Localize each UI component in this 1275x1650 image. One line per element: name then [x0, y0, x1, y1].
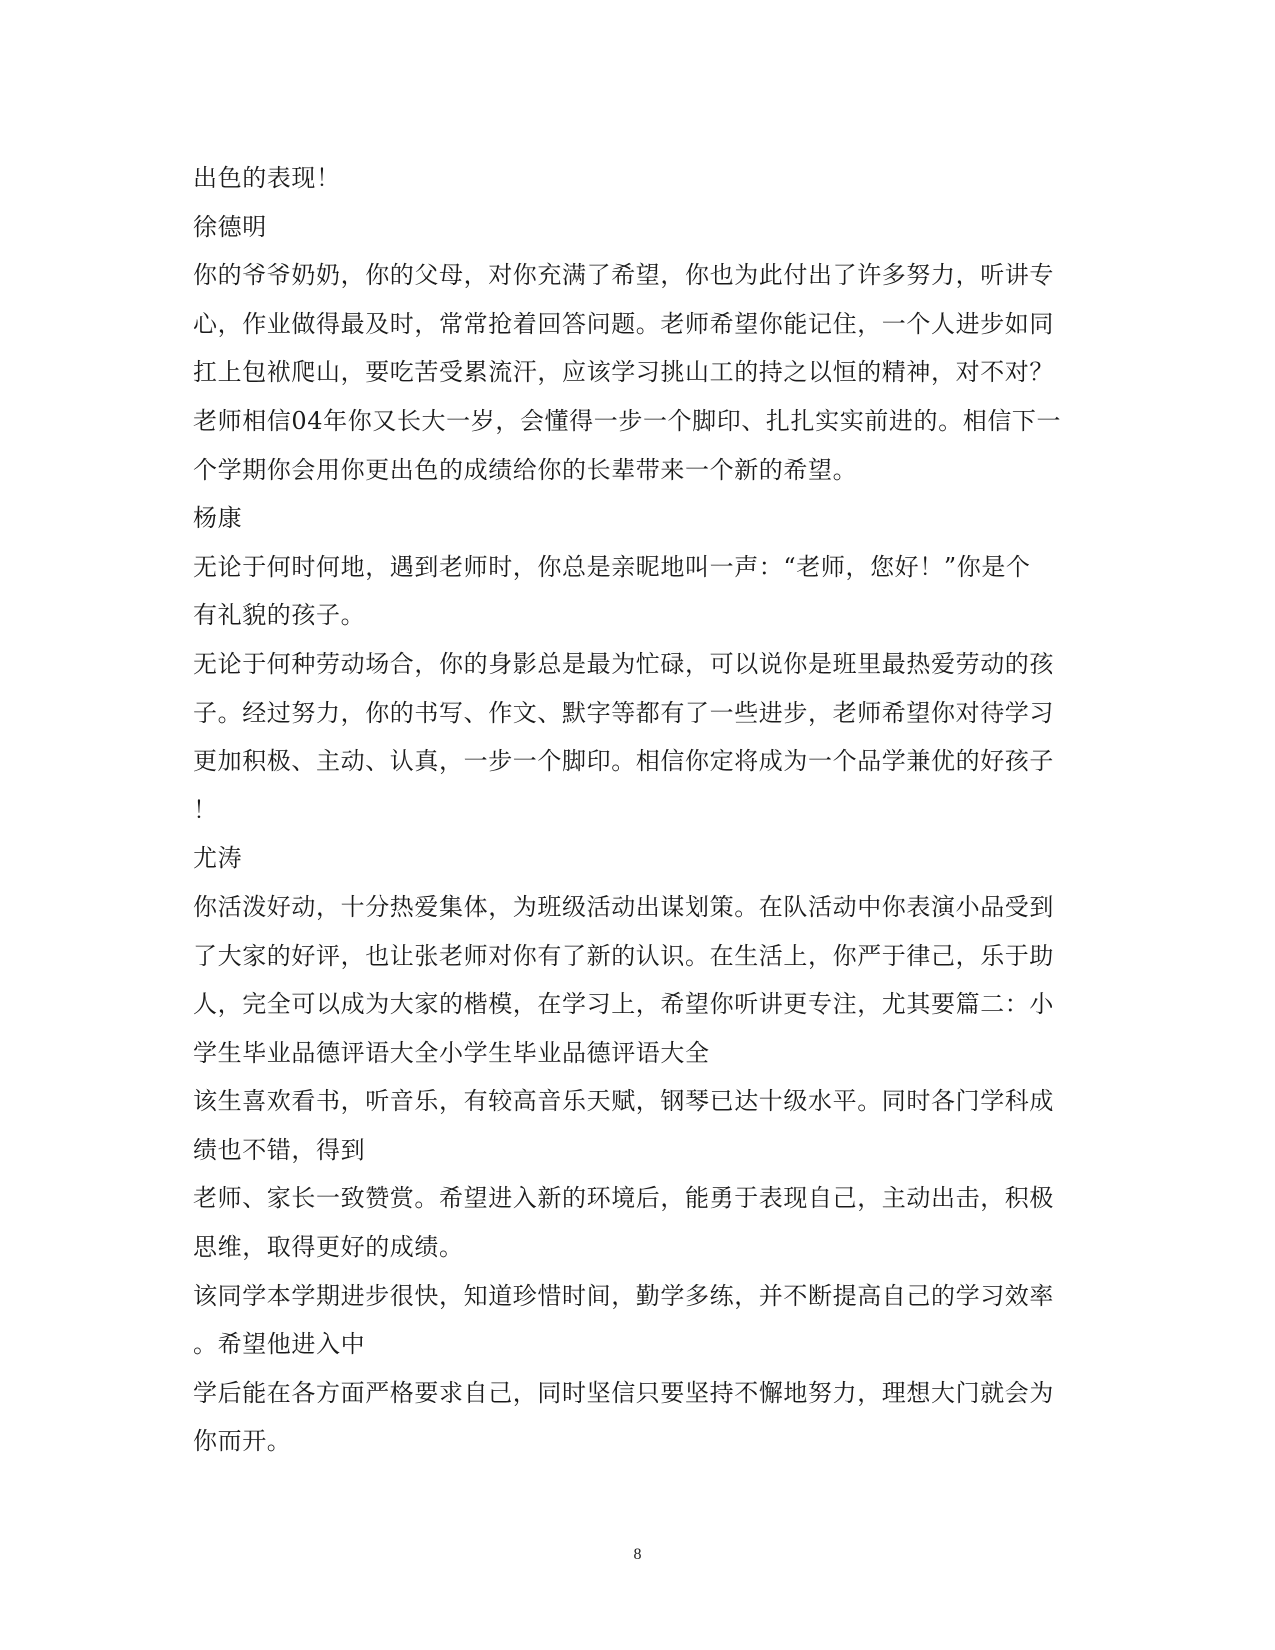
text-line: 绩也不错，得到 [193, 1135, 366, 1164]
text-line: 你活泼好动，十分热爱集体，为班级活动出谋划策。在队活动中你表演小品受到 [193, 892, 1054, 921]
text-line: 心，作业做得最及时，常常抢着回答问题。老师希望你能记住，一个人进步如同 [193, 309, 1054, 338]
text-line: 人，完全可以成为大家的楷模，在学习上，希望你听讲更专注，尤其要篇二：小 [193, 990, 1054, 1019]
text-line: 更加积极、主动、认真，一步一个脚印。相信你定将成为一个品学兼优的好孩子 [193, 747, 1054, 776]
text-line: 无论于何时何地，遇到老师时，你总是亲昵地叫一声：“老师，您好！”你是个 [193, 552, 1031, 581]
text-line: 学生毕业品德评语大全小学生毕业品德评语大全 [193, 1038, 710, 1067]
text-line: 了大家的好评，也让张老师对你有了新的认识。在生活上，你严于律己，乐于助 [193, 941, 1054, 970]
text-line: 老师、家长一致赞赏。希望进入新的环境后，能勇于表现自己，主动出击，积极 [193, 1184, 1054, 1213]
text-line: 该生喜欢看书，听音乐，有较高音乐天赋，钢琴已达十级水平。同时各门学科成 [193, 1087, 1054, 1116]
text-line: 子。经过努力，你的书写、作文、默字等都有了一些进步，老师希望你对待学习 [193, 698, 1054, 727]
text-line: 该同学本学期进步很快，知道珍惜时间，勤学多练，并不断提高自己的学习效率 [193, 1281, 1054, 1310]
text-line: 你而开。 [193, 1427, 292, 1456]
text-line: 思维，取得更好的成绩。 [193, 1233, 464, 1262]
student-name-heading: 徐德明 [193, 212, 267, 241]
text-line: 个学期你会用你更出色的成绩给你的长辈带来一个新的希望。 [193, 455, 858, 484]
student-name-heading: 尤涛 [193, 844, 243, 873]
text-line: 你的爷爷奶奶，你的父母，对你充满了希望，你也为此付出了许多努力，听讲专 [193, 261, 1054, 290]
text-line: 。希望他进入中 [193, 1330, 366, 1359]
text-line: 老师相信04年你又长大一岁，会懂得一步一个脚印、扎扎实实前进的。相信下一 [193, 406, 1062, 435]
student-name-heading: 杨康 [193, 504, 243, 533]
text-line: 出色的表现！ [193, 164, 341, 192]
text-line: 扛上包袱爬山，要吃苦受累流汗，应该学习挑山工的持之以恒的精神，对不对？ [193, 358, 1054, 387]
text-line: 有礼貌的孩子。 [193, 601, 366, 630]
text-line: 学后能在各方面严格要求自己，同时坚信只要坚持不懈地努力，理想大门就会为 [193, 1378, 1054, 1407]
text-line: ！ [193, 795, 218, 824]
document-body [193, 154, 1073, 1466]
text-line: 无论于何种劳动场合，你的身影总是最为忙碌，可以说你是班里最热爱劳动的孩 [193, 649, 1054, 678]
page-number: 8 [633, 1546, 642, 1563]
